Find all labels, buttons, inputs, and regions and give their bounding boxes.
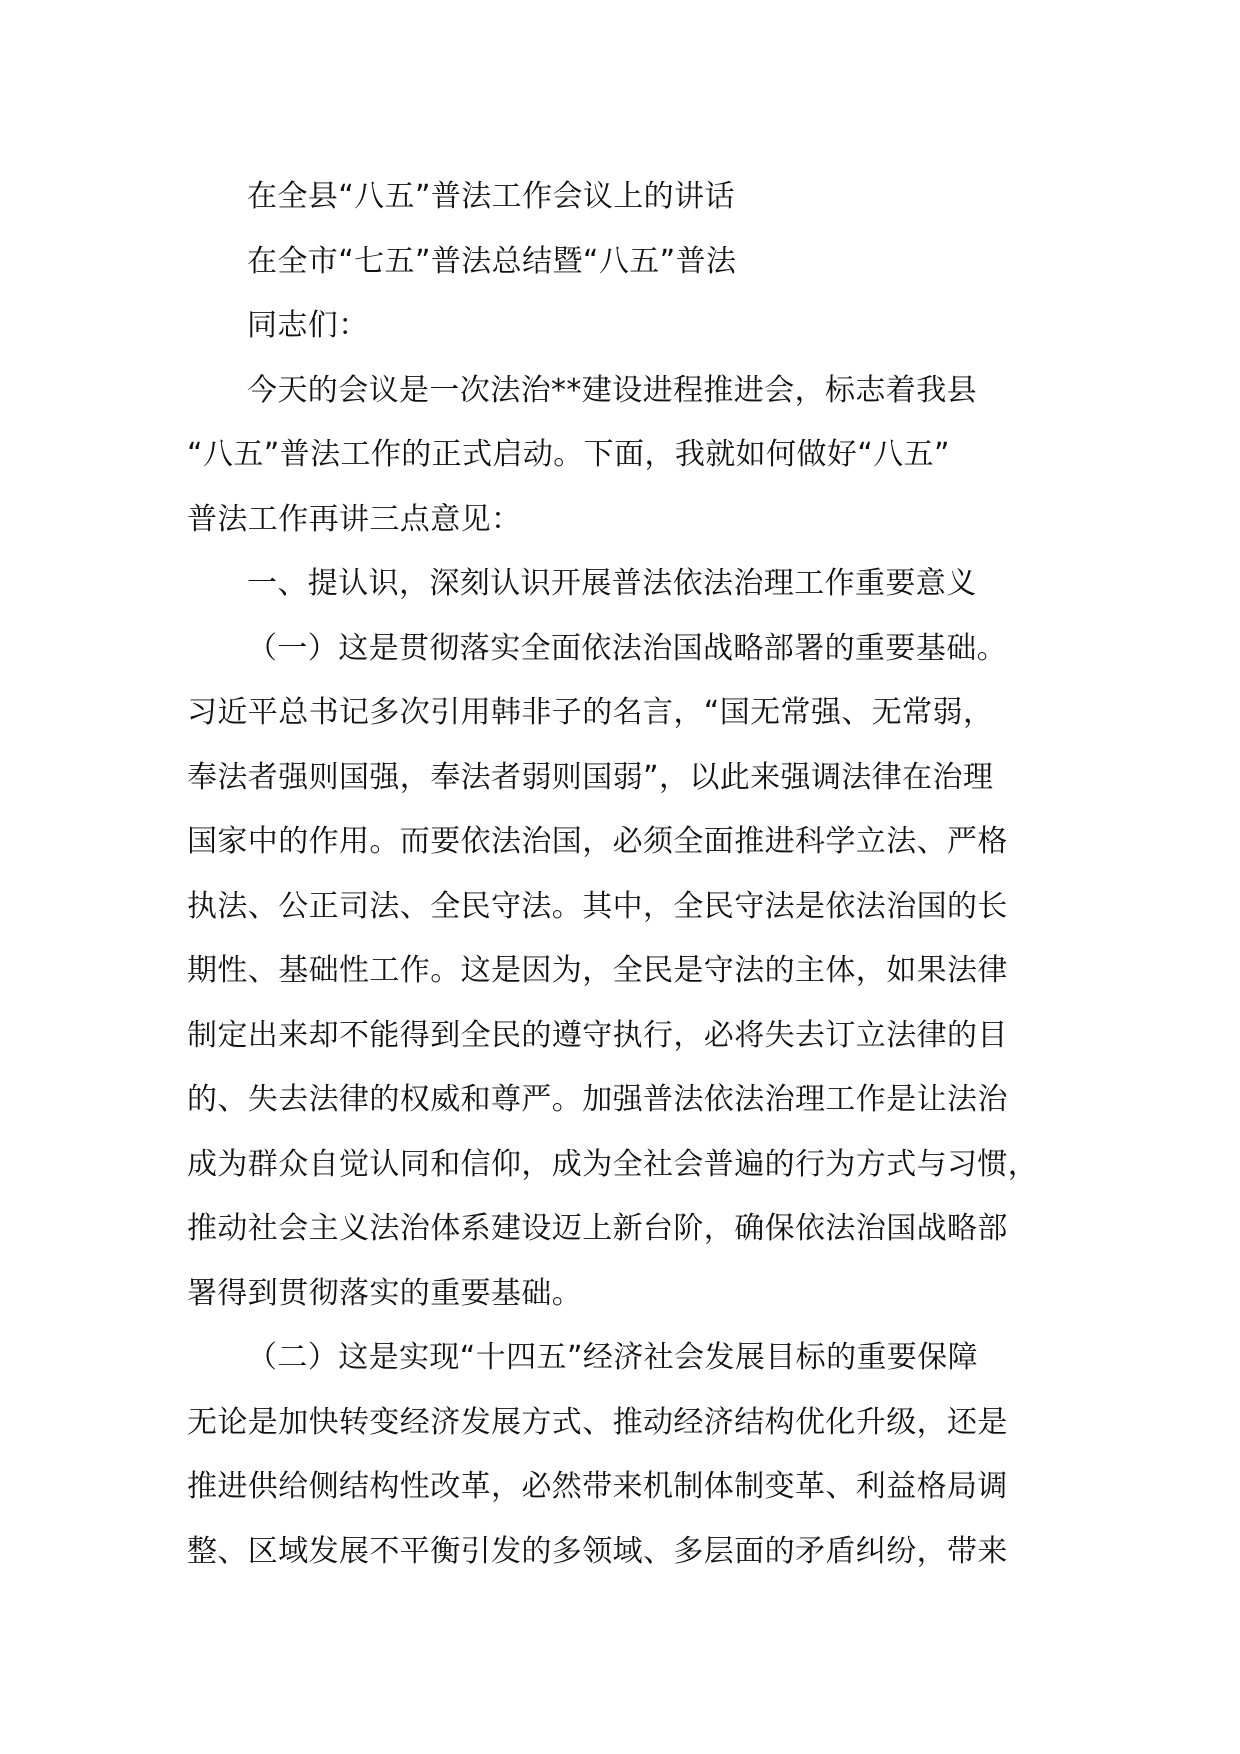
subsection-1-line: 奉法者强则国强，奉法者弱则国弱”，以此来强调法律在治理 <box>187 759 994 795</box>
subsection-1-line: 期性、基础性工作。这是因为，全民是守法的主体，如果法律 <box>187 953 1008 988</box>
subsection-1-line: 署得到贯彻落实的重要基础。 <box>187 1275 583 1311</box>
subsection-1-line: 国家中的作用。而要依法治国，必须全面推进科学立法、严格 <box>187 824 1008 859</box>
subsection-1-line: 成为群众自觉认同和信仰，成为全社会普遍的行为方式与习惯， <box>187 1146 1039 1182</box>
subsection-1-line: 的、失去法律的权威和尊严。加强普法依法治理工作是让法治 <box>187 1082 1008 1117</box>
subsection-2-line: 整、区域发展不平衡引发的多领域、多层面的矛盾纠纷，带来 <box>187 1533 1008 1569</box>
subsection-1-line: （一）这是贯彻落实全面依法治国战略部署的重要基础。 <box>247 630 1007 666</box>
heading-city-summary: 在全市“七五”普法总结暨“八五”普法 <box>247 243 737 279</box>
section-1-title: 一、提认识，深刻认识开展普法依法治理工作重要意义 <box>247 566 977 601</box>
document-body <box>187 165 1057 1584</box>
intro-line: 今天的会议是一次法治**建设进程推进会，标志着我县 <box>247 372 977 408</box>
salutation: 同志们： <box>247 308 369 343</box>
intro-line: “八五”普法工作的正式启动。下面，我就如何做好“八五” <box>187 437 950 472</box>
subsection-1-line: 执法、公正司法、全民守法。其中，全民守法是依法治国的长 <box>187 888 1008 924</box>
subsection-2-line: 推进供给侧结构性改革，必然带来机制体制变革、利益格局调 <box>187 1469 1008 1504</box>
subsection-2-line: 无论是加快转变经济发展方式、推动经济结构优化升级，还是 <box>187 1404 1008 1440</box>
subsection-1-line: 制定出来却不能得到全民的遵守执行，必将失去订立法律的目 <box>187 1017 1008 1053</box>
intro-line: 普法工作再讲三点意见： <box>187 501 522 537</box>
heading-county-speech: 在全县“八五”普法工作会议上的讲话 <box>247 179 735 214</box>
subsection-2-line: （二）这是实现“十四五”经济社会发展目标的重要保障 <box>247 1340 979 1375</box>
subsection-1-line: 推动社会主义法治体系建设迈上新台阶，确保依法治国战略部 <box>187 1211 1008 1246</box>
subsection-1-line: 习近平总书记多次引用韩非子的名言，“国无常强、无常弱， <box>187 695 994 730</box>
